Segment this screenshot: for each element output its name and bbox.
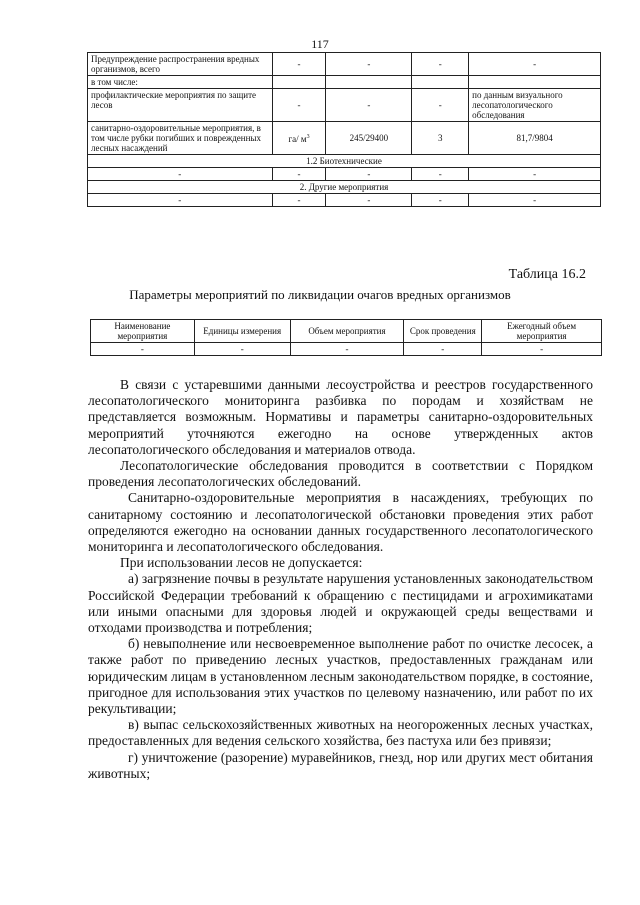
- table-row: [88, 122, 601, 155]
- row-volume: -: [326, 53, 412, 76]
- liquidation-table: [90, 319, 602, 356]
- empty-cell: -: [272, 168, 326, 181]
- col-header: Ежегодный объем мероприятия: [482, 320, 602, 343]
- row-unit: -: [272, 89, 326, 122]
- table-title: Параметры мероприятий по ликвидации очагов вредных организмов: [129, 287, 511, 302]
- table-row: [91, 343, 602, 356]
- empty-cell: -: [326, 168, 412, 181]
- col-header: Срок проведения: [404, 320, 482, 343]
- paragraph: Санитарно-оздоровительные мероприятия в насаждениях, требующих по санитарному состоянию и лесопатологической обстановки проведения этих работ определяются ежегодно на основании данных государственного лесопатологического мониторинга и лесопатологического обследования.: [88, 490, 593, 555]
- paragraph: При использовании лесов не допускается:: [120, 555, 363, 571]
- table-row: [88, 194, 601, 207]
- col-header: Объем мероприятия: [290, 320, 404, 343]
- list-item: а) загрязнение почвы в результате нарушения установленных законодательством Российской Федерации требований к обращению с пестицидами и агрохимикатами или иными опасными для здоровья людей и окружающей среды веществами и отходами производства и потребления;: [88, 571, 593, 636]
- section-other: 2. Другие мероприятия: [88, 181, 601, 194]
- table-row: [88, 76, 601, 89]
- row-unit: -: [272, 53, 326, 76]
- empty-cell: -: [272, 194, 326, 207]
- section-biotech: 1.2 Биотехнические: [88, 155, 601, 168]
- row-name: санитарно-оздоровительные мероприятия, в том числе рубки погибших и поврежденных лесных насаждений: [88, 122, 273, 155]
- row-term: -: [412, 89, 469, 122]
- list-item: б) невыполнение или несвоевременное выполнение работ по очистке лесосек, а также работ по приведению лесных участков, предоставленных гражданам или юридическим лицам в установленном лесным законодательством порядке, в состояние, пригодное для использования этих участков по целевому назначению, или работ по их рекультивации;: [88, 636, 593, 717]
- empty-cell: -: [412, 168, 469, 181]
- row-term: -: [412, 53, 469, 76]
- row-name: профилактические мероприятия по защите лесов: [88, 89, 273, 122]
- list-item: г) уничтожение (разорение) муравейников, гнезд, нор или других мест обитания животных;: [88, 749, 593, 781]
- table-row: [88, 53, 601, 76]
- cell: -: [194, 343, 290, 356]
- row-name: в том числе:: [88, 76, 273, 89]
- list-item: в) выпас сельскохозяйственных животных на неогороженных лесных участках, предоставленных для ведения сельского хозяйства, без пастуха или без привязи;: [88, 717, 593, 749]
- empty-cell: -: [469, 168, 601, 181]
- page-number: 117: [311, 37, 329, 51]
- cell: -: [290, 343, 404, 356]
- empty-cell: -: [88, 194, 273, 207]
- row-volume: 245/29400: [326, 122, 412, 155]
- header-row: [91, 320, 602, 343]
- empty-cell: -: [412, 194, 469, 207]
- cell: -: [91, 343, 195, 356]
- row-annual: 81,7/9804: [469, 122, 601, 155]
- empty-cell: -: [326, 194, 412, 207]
- section-row: [88, 155, 601, 168]
- row-annual: -: [469, 53, 601, 76]
- paragraph: Лесопатологические обследования проводится в соответствии с Порядком проведения лесопатологических обследований.: [88, 458, 593, 490]
- col-header: Наименование мероприятия: [91, 320, 195, 343]
- body-text: [88, 377, 593, 782]
- section-row: [88, 181, 601, 194]
- table-caption: Таблица 16.2: [508, 267, 586, 282]
- row-volume: -: [326, 89, 412, 122]
- row-unit: га/ $м^3$: [272, 122, 326, 155]
- empty-cell: -: [88, 168, 273, 181]
- measures-table: [87, 52, 601, 207]
- row-name: Предупреждение распространения вредных организмов, всего: [88, 53, 273, 76]
- row-annual: по данным визуального лесопатологического обследования: [469, 89, 601, 122]
- table-row: [88, 168, 601, 181]
- empty-cell: -: [469, 194, 601, 207]
- paragraph: В связи с устаревшими данными лесоустройства и реестров государственного лесопатологического мониторинга разбивка по породам и хозяйствам не представляется возможным. Нормативы и параметры санитарно-оздоровительных мероприятий уточняются ежегодно на основе утвержденных актов лесопатологического обследования и материалов отвода.: [88, 377, 593, 457]
- col-header: Единицы измерения: [194, 320, 290, 343]
- table-row: [88, 89, 601, 122]
- row-term: 3: [412, 122, 469, 155]
- unit-superscript: 3: [306, 134, 310, 140]
- cell: -: [482, 343, 602, 356]
- cell: -: [404, 343, 482, 356]
